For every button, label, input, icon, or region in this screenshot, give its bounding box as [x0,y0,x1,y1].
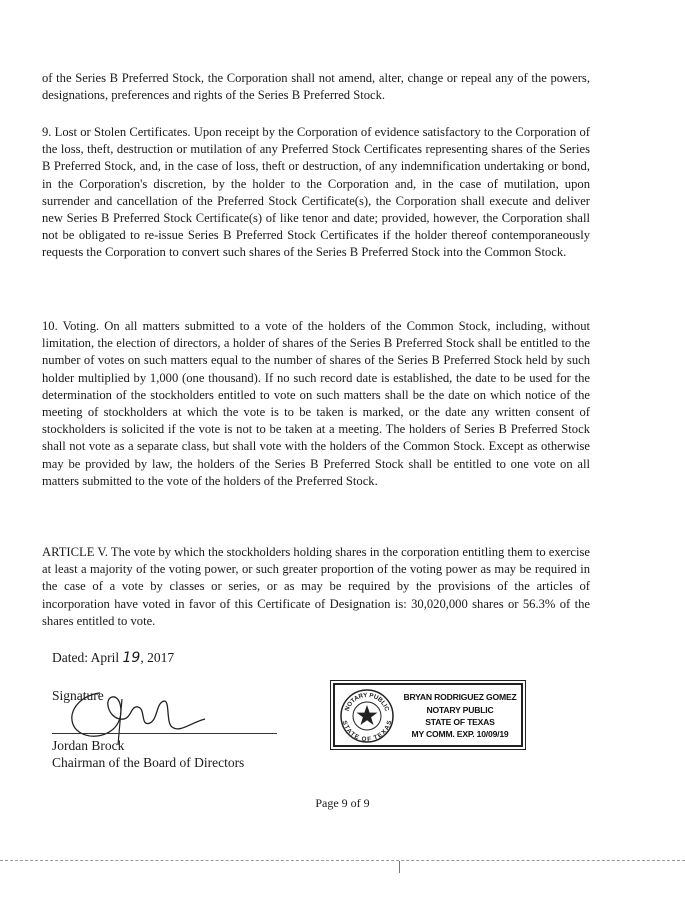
section-10-voting: 10. Voting. On all matters submitted to a vote of the holders of the Common Stock, including, without limitation, the election of directors, a holder of shares of the Series B Preferred Stock shall be entitled to the number of votes on such matters equal to the number of shares of the Series B Preferred Stock held by such holder multiplied by 1,000 (one thousand). If no such record date is established, the date to be used for the determination of the stockholders entitled to vote on such matters shall be the date on which notice of the meeting of stockholders at which the vote is to be taken is marked, or the date any written consent of stockholders is solicited if the vote is not to be taken at a meeting. The holders of Series B Preferred Stock shall not vote as a separate class, but shall vote with the holders of the Common Stock. Except as otherwise may be provided by law, the holders of the Series B Preferred Stock shall be entitled to one vote on all matters submitted to the vote of the holders of the Preferred Stock. [42,319,590,488]
signature-label: Signature [52,688,104,703]
footer-tick-mark [399,861,400,873]
dated-line [52,650,174,666]
signature-line [52,733,277,734]
seal-bottom-text: STATE OF TEXAS [340,719,394,744]
notary-role: NOTARY PUBLIC [426,705,494,715]
dated-day-handwritten: 19 [122,650,141,666]
signer-name: Jordan Brock [52,738,125,753]
intro-paragraph: of the Series B Preferred Stock, the Corporation shall not amend, alter, change or repeal any of the powers, designations, preferences and rights of the Series B Preferred Stock. [42,71,590,103]
notary-seal-icon [339,688,395,744]
signer-title: Chairman of the Board of Directors [52,755,245,770]
seal-top-text: NOTARY PUBLIC [343,691,391,713]
footer-divider [0,860,685,861]
notary-name: BRYAN RODRIGUEZ GOMEZ [403,692,517,702]
article-5-paragraph: ARTICLE V. The vote by which the stockholders holding shares in the corporation entitling them to exercise at least a majority of the voting power, or such greater proportion of the voting power as may be required in the case of a vote by classes or series, or as may be required by the provisions of the articles of incorporation have voted in favor of this Certificate of Designation is: 30,020,000 shares or 56.3% of the shares entitled to vote. [42,545,591,628]
section-9-lost-stolen-certificates: 9. Lost or Stolen Certificates. Upon receipt by the Corporation of evidence satisfactory to the Corporation of the loss, theft, destruction or mutilation of any Preferred Stock Certificates representing shares of the Series B Preferred Stock, and, in the case of loss, theft or destruction, of any indemnification undertaking or bond, in the Corporation's discretion, by the holder to the Corporation and, in the case of mutilation, upon surrender and cancellation of the Preferred Stock Certificate(s), the Corporation shall execute and deliver new Series B Preferred Stock Certificate(s) of like tenor and date; provided, however, the Corporation shall not be obligated to re-issue Series B Preferred Stock Certificates if the holder thereof contemporaneously requests the Corporation to convert such shares of the Series B Preferred Stock into the Common Stock. [42,125,590,260]
notary-commission-expiry: MY COMM. EXP. 10/09/19 [411,729,509,739]
page-number: Page 9 of 9 [315,796,370,810]
notary-state: STATE OF TEXAS [425,717,495,727]
notary-stamp [333,683,523,747]
svg-text:STATE OF TEXAS [341,720,394,743]
dated-prefix: Dated: April [52,650,123,665]
dated-year: , 2017 [140,650,175,665]
